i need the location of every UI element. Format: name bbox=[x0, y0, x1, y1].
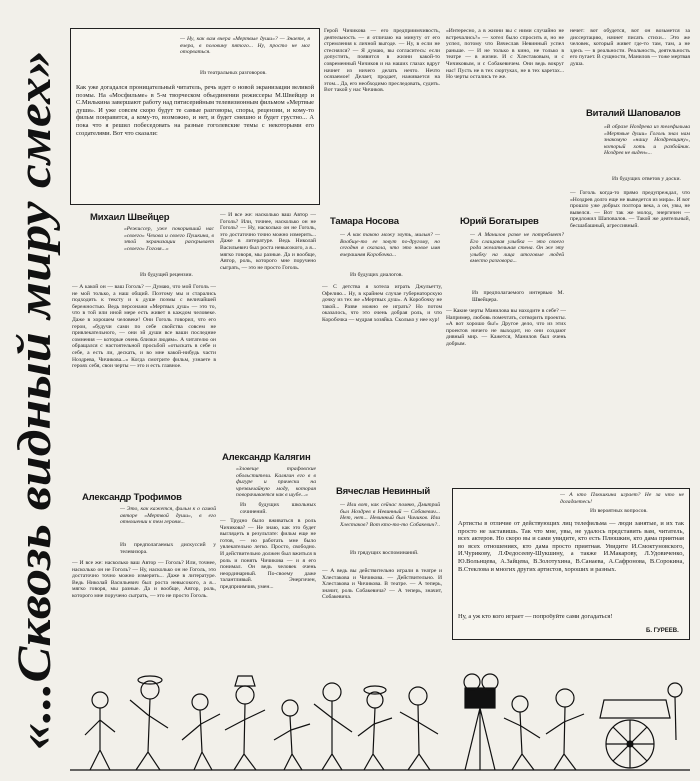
shapovalov-epigraph: «В образе Ноздрева из телефильма «Мертвые души» Гоголь знал нам знакомую «нашу Ноздревщину», который хоть и разбойник. Ноздрев не виден»... bbox=[604, 124, 690, 157]
trofimov-epigraph-source: Из предполагаемых дискуссий у телевизора. bbox=[120, 542, 216, 555]
bogatyrev-text: — Какие черты Манилова вы находите в себе? — Например, любовь помечтать, сотворить проекты. «А вот хорошо бы!» Другое дело, что из этих проектов ничего не выходит, но они создают дивный мир. — Кажется, Манилов был очень добрым. bbox=[446, 308, 566, 347]
middle-upper-text: Герой Чичикова — его предприимчивость, деятельность — я отличаю на минуту от его стремления к личной выгоде. — Ну, в если не стеснялся? — Я думаю, вы согласитесь: если допустить, появится в жизни какой-то современный Чичиков и на наших глазах вдруг начнет из ничего делать нечто. Нечто осязаемое! Делает, продает, наживается на этом... Да, его необходимо преследовать, судить. Вот такой у нас Чичиков. bbox=[324, 28, 440, 94]
closing-line: Ну, а уж кто кого играет — попробуйте сами догадаться! bbox=[458, 614, 613, 620]
name-shveytser: Михаил Швейцер bbox=[90, 212, 170, 223]
intro-epigraph-source: Из театральных разговоров. bbox=[200, 70, 267, 76]
kalyagin-epigraph-source: Из будущих школьных сочинений. bbox=[240, 502, 316, 515]
nevinny-epigraph: — Или вот, как сейчас помню, Дмитрий был Ноздрев в Невинный — Собакевич... Нет, нет... Невинный был Чичиков. Или Хлестаков? Вот кто-то-то Собакевич?.. bbox=[340, 502, 440, 528]
trofimov-text: — И все же: насколько ваш Автор — Гоголь? Или, точнее, насколько он не Гоголь? — Ну, насколько он не Гоголь, это достаточно точно можно измерить... Даже в литературе. Ведь Николай Васильевич был роста невысокого, а я... мягко говоря, мы разные. Да и вообще, Автор, роль, которого мне поручено сыграть, — это не просто Гоголь. bbox=[72, 560, 216, 599]
name-nevinny: Вячеслав Невинный bbox=[336, 486, 431, 497]
kalyagin-epigraph: «Зловеще трафовские обольстители. Калягин его в в фигуре и прически на чрезвычайную моду, которая поворачивается как в шубе...» bbox=[236, 466, 316, 499]
right-upper-text: «Интересно, а в жизни вы с ними случайно не встречались?» — хотел было спросить я, но не успел, потому что Вячеслав Невинный успел раньше. — И не только в кино, не только в театре — в жизни. И с Хлестаковым, и с Чичиковым, и с Собакевичем. Они ведь вокруг нас! Пусть не в тех сюртуках, не в тех каретах... Но черты остались те же. bbox=[446, 28, 564, 81]
name-nosova: Тамара Носова bbox=[330, 216, 399, 227]
headline-text: «...Сквозь видный миру смех» bbox=[8, 127, 61, 750]
closing-question: — А кто Плюшкина играет? Не за что не догадаетесь! bbox=[560, 492, 684, 505]
shapovalov-epigraph-source: Из будущих ответов у доски. bbox=[612, 176, 681, 182]
name-kalyagin: Александр Калягин bbox=[222, 452, 311, 463]
shapovalov-text: — Гоголь когда-то прямо предупреждал, что «Ноздрев долго еще не выведется из мира». И вот прошло уже добрых полтора века, а он, увы, не вывелся. — Вот так же молод, энергичен — предложил Шаповалов. — Такой же деятельный, бесшабашный, агрессивный. bbox=[570, 190, 690, 229]
name-trofimov: Александр Трофимов bbox=[82, 492, 182, 503]
shveytser-epigraph-source: Из будущей рецензии. bbox=[140, 272, 193, 278]
nevinny-epigraph-source: Из грядущих воспоминаний. bbox=[350, 550, 419, 556]
shveytser-continuation: — И все же: насколько ваш Автор — Гоголь? Или, точнее, насколько он не Гоголь? — Ну, насколько он не Гоголь, это достаточно точно можно измерить... Даже в литературе. Ведь Николай Васильевич был роста невысокого, а я... мягко говоря, мы разные. Да и вообще, Автор, роль, которого мне поручено сыграть, — это не просто Гоголь. bbox=[220, 212, 316, 271]
name-bogatyrev: Юрий Богатырев bbox=[460, 216, 539, 227]
crowd-illustration bbox=[70, 640, 690, 776]
signature: Б. ГУРЕЕВ. bbox=[646, 628, 679, 634]
closing-question-source: Из вероятных вопросов. bbox=[590, 508, 648, 514]
vertical-headline bbox=[2, 30, 66, 760]
closing-answer: Артисты в отличие от действующих лиц телефильма — люди занятые, и их так просто не заставишь. Так что мне, увы, не удалось представить вам, читатель, всех актеров. Но скоро вы и сами увидите, кто есть Плюшкин, кто дама приятная во всех отношениях, кто дама просто приятная. Увидите И.Смоктуновского, И.Чурикову, Л.Федосееву-Шукшину, а также И.Макарову, Л.Удовиченко, Ю.Вольнцева, А.Зайцева, В.Золотухина, В.Санаева, А.Сафронова, В.Сорокина, В.Стеклова и многих других артистов, хороших и разных. bbox=[458, 520, 684, 573]
bogatyrev-epigraph: — А Манилов разве не потребляет? Его слащавая улыбка — это своего рода желательная стена. Он же эту улыбку на лица итоговые людей вместо разговора... bbox=[470, 232, 564, 265]
intro-epigraph: — Ну, как вам вчера «Мертвые души»? — Знаете, я вчера, в половину пятого... Ну, просто не мог оторваться. bbox=[180, 36, 310, 56]
nevinny-text: — А ведь вы действительно играли в театре и Хлестакова и Чичикова. — Действительно. И Хлестакова и Чичикова. В театре. — А теперь, значит, роль Собакевича? — А теперь, значит, Собакевича. bbox=[322, 568, 442, 601]
trofimov-epigraph: — Это, как кажется, фильм к о самой авторе «Мертвой души», в его отношении к тем героям... bbox=[120, 506, 216, 526]
nosova-text: — С детства я хотела играть Джульетту, Офелию... Ну, в крайнем случае губернаторскую дочку из тех же «Мертвых душ». А Коробочку не такой... Разве можно ее играть? Но потом оказалось, что это очень добрая роль, и что Коробочка — мудрая хозяйка. Сколько у нее кур! bbox=[322, 284, 442, 323]
kalyagin-text: — Трудно было вживаться в роль Чичикова? — Не знаю, как это будет выглядеть в результате: фильм еще не готов, — но работать мне было увлекательно легко. Просто, свободно. И действительно должен был вжиться в роль и понять Чичикова — и я его понимал. Он ведь человек очень неординарный. По-своему даже талантливый. Энергичен, предприимчив, умен... bbox=[220, 518, 316, 590]
nosova-epigraph: — А как такою можу зоуть, милыя? — Вообще-то ее зовут по-другому, но сегодня я сказала, что это новое имя вчерашняя Коробочка... bbox=[340, 232, 440, 258]
intro-body: Как уже догадался проницательный читатель, речь идет о новой экранизации великой поэмы. На «Мосфильме» в 5-м творческом объединении режиссеры М.Швейцер и С.Милькина завершают работу над пятисерийным телевизионным фильмом «Мертвые души». И уже совсем скоро будут те самые разговоры, споры, рецензии, и кому-то фильм понравится, а кому-то, возможно, и нет, и будет смешно и будет грустно... А пока что я решил побеседовать на разные гоголевские темы с некоторыми его создателями. Вот что сказали: bbox=[76, 84, 314, 137]
bogatyrev-epigraph-source: Из предполагаемого интервью М. Швейцера. bbox=[472, 290, 564, 303]
far-right-text: нечет: вот обудется, вот он возьмется за диссертацию, начнет писать стихи... Это же человек, который живет где-то там, там, а не здесь — в реальности. Реальность, деятельность его пугает. В сущности, Манилов — тоже мертвая душа. bbox=[570, 28, 690, 67]
shveytser-epigraph: «Режиссер, уже покоривший нас «своего» Чехова и своего Пушкина, в этой экранизации раскрывает «своего» Гоголя...» bbox=[124, 226, 214, 252]
shveytser-text: — А какой он — ваш Гоголь? — Думаю, что мой Гоголь — не мой только, а наш общий. Поэтому мы и старались подходить к тексту и к душе поэмы с величайшей бережностью. Ведь персонажи «Мертвых душ» — это то, что в той или иной мере есть живет в каждом человеке. Даже в хорошем человеке! Они Гоголь говорил, что его герои, «будучи сами по себе свойства совсем не привлекательного, — они эй души все ваши последние сомнения — которые очень близки людям». А читателю он обращался с настоятельной просьбой «отыскать в себе и себе, а есть ли, дескать, и во мне какой-нибудь части Ноздрева, Чичикова...» Когда смотрите фильм, узнаете в героях себя, свои черты — это и есть главное. bbox=[72, 284, 216, 370]
name-shapovalov: Виталий Шаповалов bbox=[586, 108, 681, 119]
nosova-epigraph-source: Из будущих диалогов. bbox=[350, 272, 403, 278]
